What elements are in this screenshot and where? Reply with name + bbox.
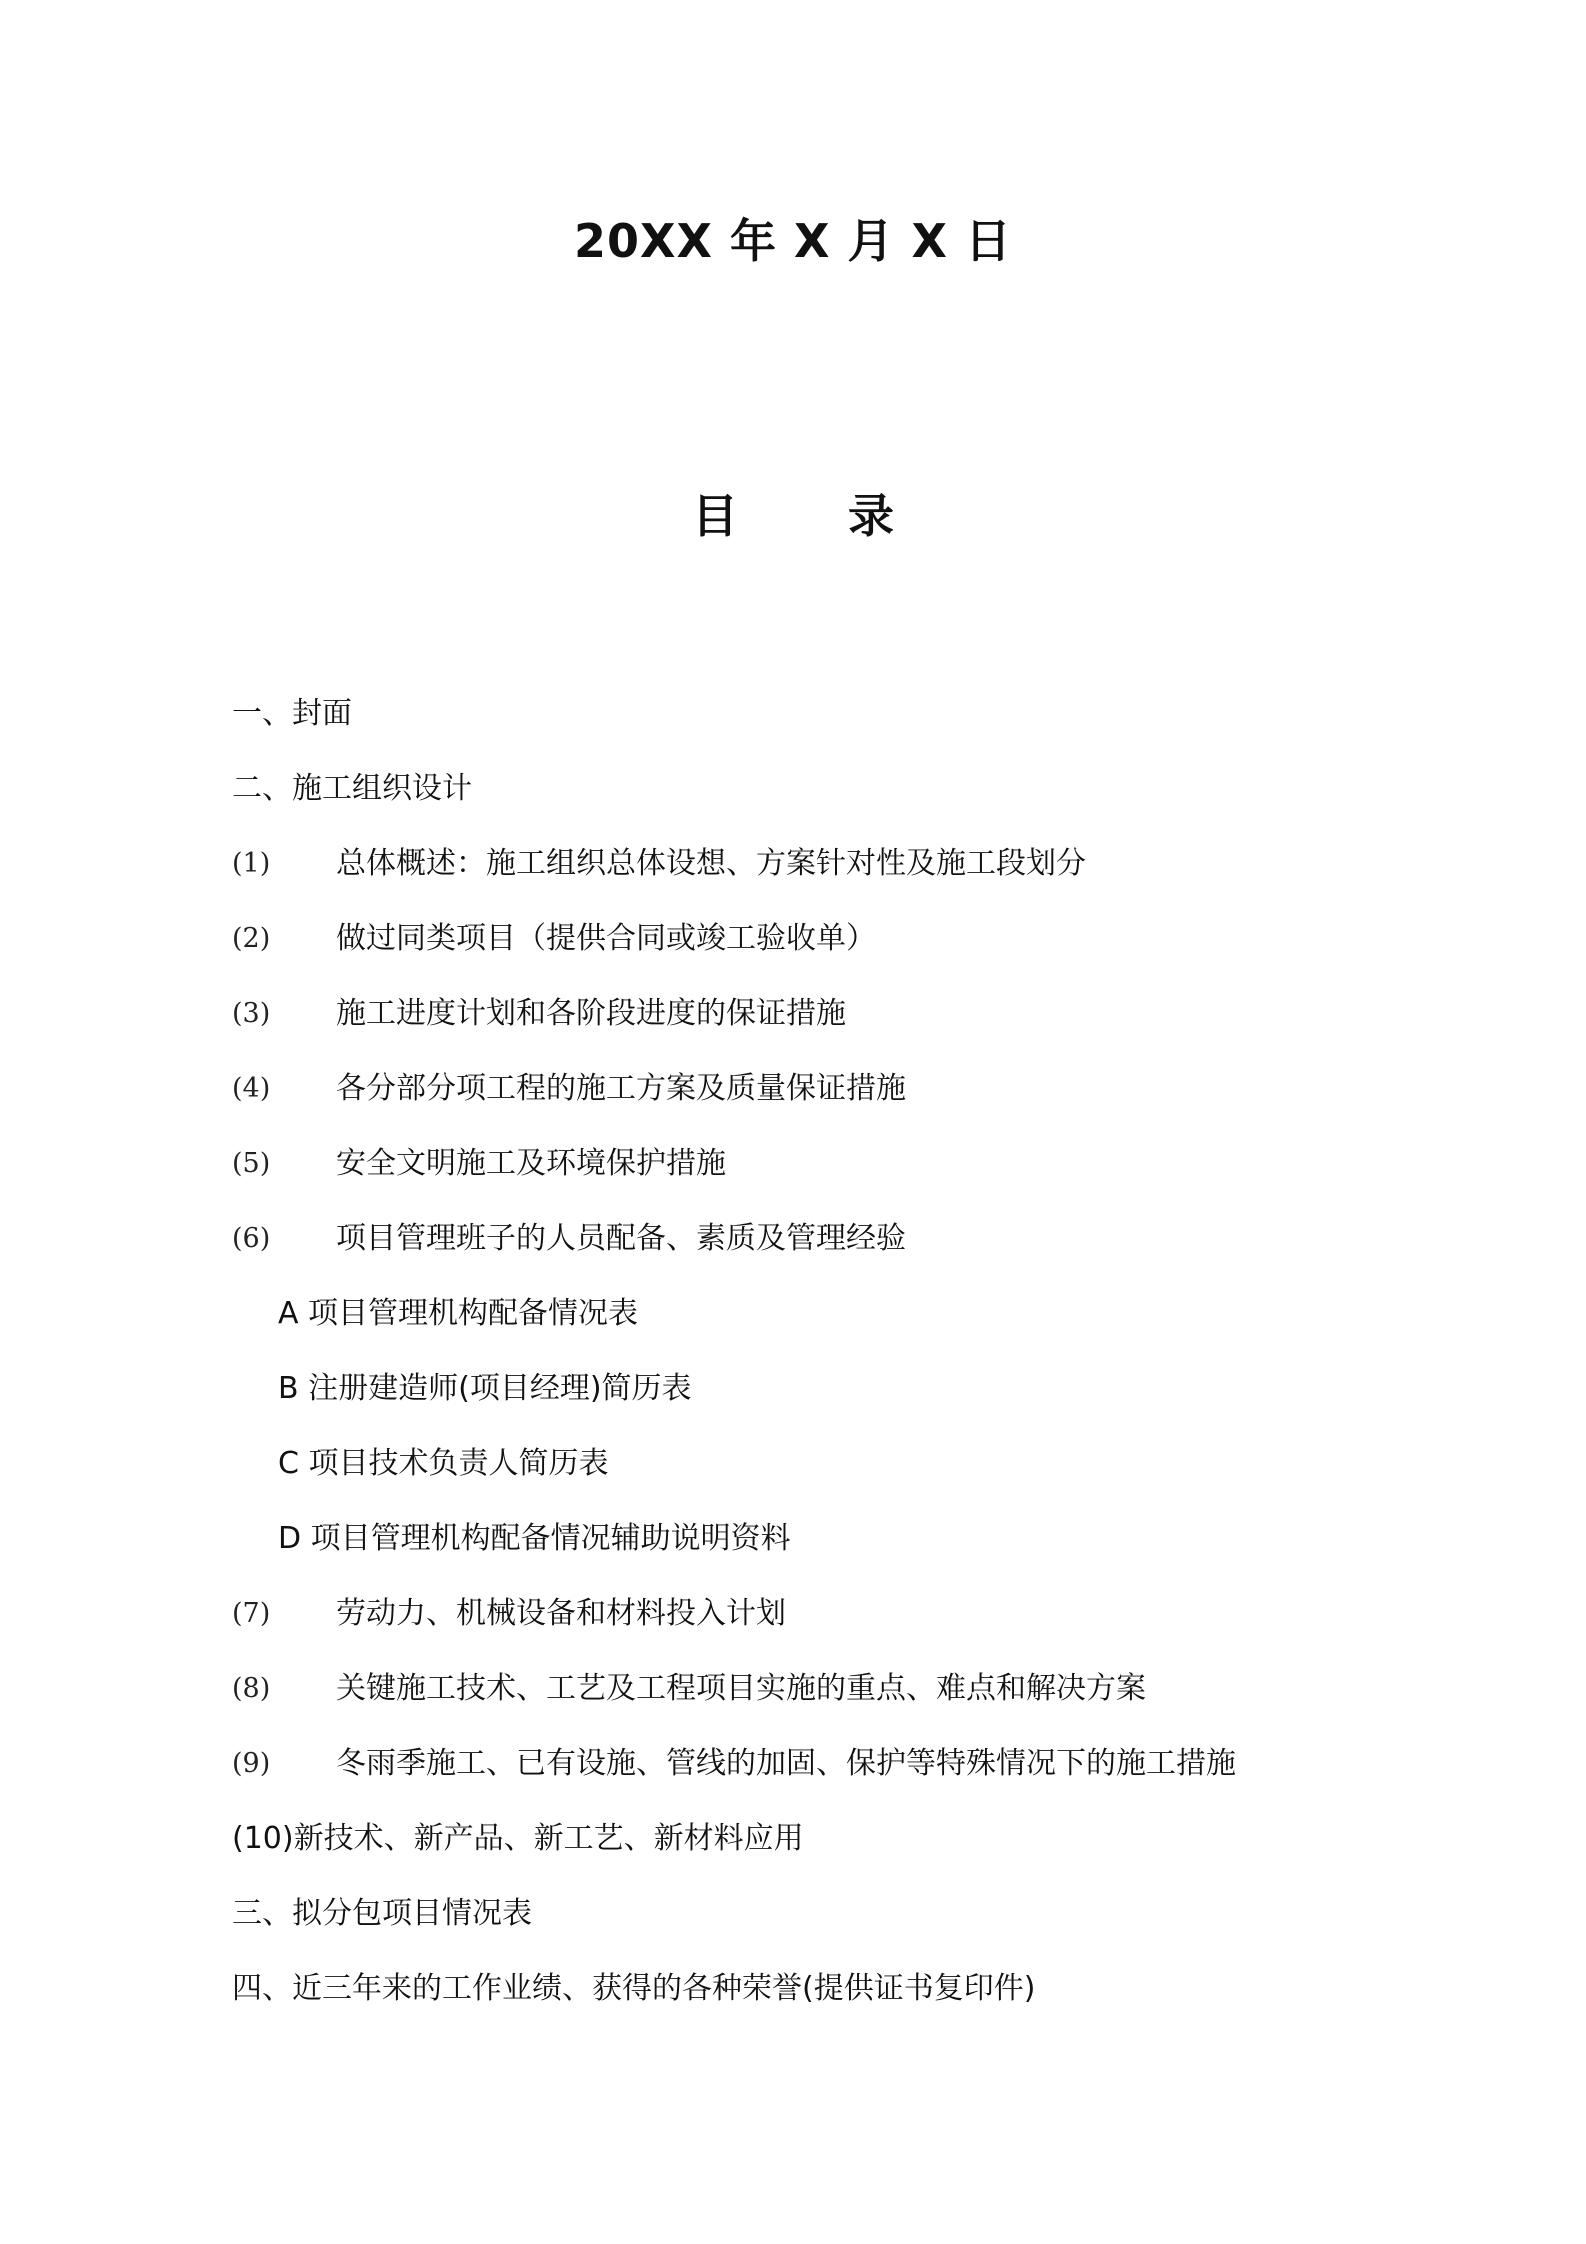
toc-item-text: B 注册建造师(项目经理)简历表: [278, 1371, 692, 1406]
toc-item-6: [232, 1215, 1432, 1290]
toc-item-text: A 项目管理机构配备情况表: [278, 1296, 639, 1331]
toc-item-text: 二、施工组织设计: [232, 771, 472, 806]
toc-item-text: 项目管理班子的人员配备、素质及管理经验: [336, 1221, 906, 1256]
toc-item-number: (6): [232, 1223, 271, 1254]
toc-item-5: [232, 1140, 1432, 1215]
toc-item-number: (9): [232, 1748, 271, 1779]
toc-item-text: 劳动力、机械设备和材料投入计划: [336, 1596, 786, 1631]
toc-item-text: 做过同类项目（提供合同或竣工验收单）: [336, 921, 876, 956]
toc-item-number: (4): [232, 1073, 271, 1104]
toc-item-7: [232, 1590, 1432, 1665]
toc-item-text: 总体概述：施工组织总体设想、方案针对性及施工段划分: [336, 846, 1086, 881]
toc-subitem-a: [232, 1290, 1432, 1365]
toc-item-8: [232, 1665, 1432, 1740]
toc-item-number: (8): [232, 1673, 271, 1704]
toc-item-number: (2): [232, 923, 271, 954]
toc-item-number: (5): [232, 1148, 271, 1179]
toc-item-number: (1): [232, 848, 271, 879]
toc-item-text: 四、近三年来的工作业绩、获得的各种荣誉(提供证书复印件): [232, 1971, 1036, 2006]
toc-item-number: (3): [232, 998, 271, 1029]
toc-item-text: 一、封面: [232, 696, 352, 731]
toc-item-text: (10)新技术、新产品、新工艺、新材料应用: [232, 1821, 804, 1856]
date-title: 20XX 年 X 月 X 日: [574, 214, 1012, 268]
toc-heading-char-2: 录: [848, 489, 894, 543]
toc-item-2: [232, 915, 1432, 990]
toc-item-text: D 项目管理机构配备情况辅助说明资料: [278, 1521, 791, 1556]
toc-item-3: [232, 990, 1432, 1065]
toc-item-cover: [232, 690, 1432, 765]
toc-item-10: [232, 1815, 1432, 1890]
toc-item-subcontract: [232, 1890, 1432, 1965]
toc-item-text: 关键施工技术、工艺及工程项目实施的重点、难点和解决方案: [336, 1671, 1146, 1706]
toc-item-1: [232, 840, 1432, 915]
toc-heading-char-1: 目: [692, 489, 738, 543]
toc-item-9: [232, 1740, 1432, 1815]
toc-item-achievements: [232, 1965, 1432, 2040]
toc-heading: [0, 480, 1586, 546]
toc-subitem-c: [232, 1440, 1432, 1515]
toc-subitem-b: [232, 1365, 1432, 1440]
toc-item-text: 安全文明施工及环境保护措施: [336, 1146, 726, 1181]
toc-item-number: (7): [232, 1598, 271, 1629]
toc-item-text: C 项目技术负责人简历表: [278, 1446, 609, 1481]
toc-subitem-d: [232, 1515, 1432, 1590]
table-of-contents: [232, 690, 1432, 2040]
toc-item-text: 施工进度计划和各阶段进度的保证措施: [336, 996, 846, 1031]
toc-item-text: 冬雨季施工、已有设施、管线的加固、保护等特殊情况下的施工措施: [336, 1746, 1236, 1781]
toc-item-construction-design: [232, 765, 1432, 840]
toc-item-text: 各分部分项工程的施工方案及质量保证措施: [336, 1071, 906, 1106]
toc-item-text: 三、拟分包项目情况表: [232, 1896, 532, 1931]
toc-item-4: [232, 1065, 1432, 1140]
